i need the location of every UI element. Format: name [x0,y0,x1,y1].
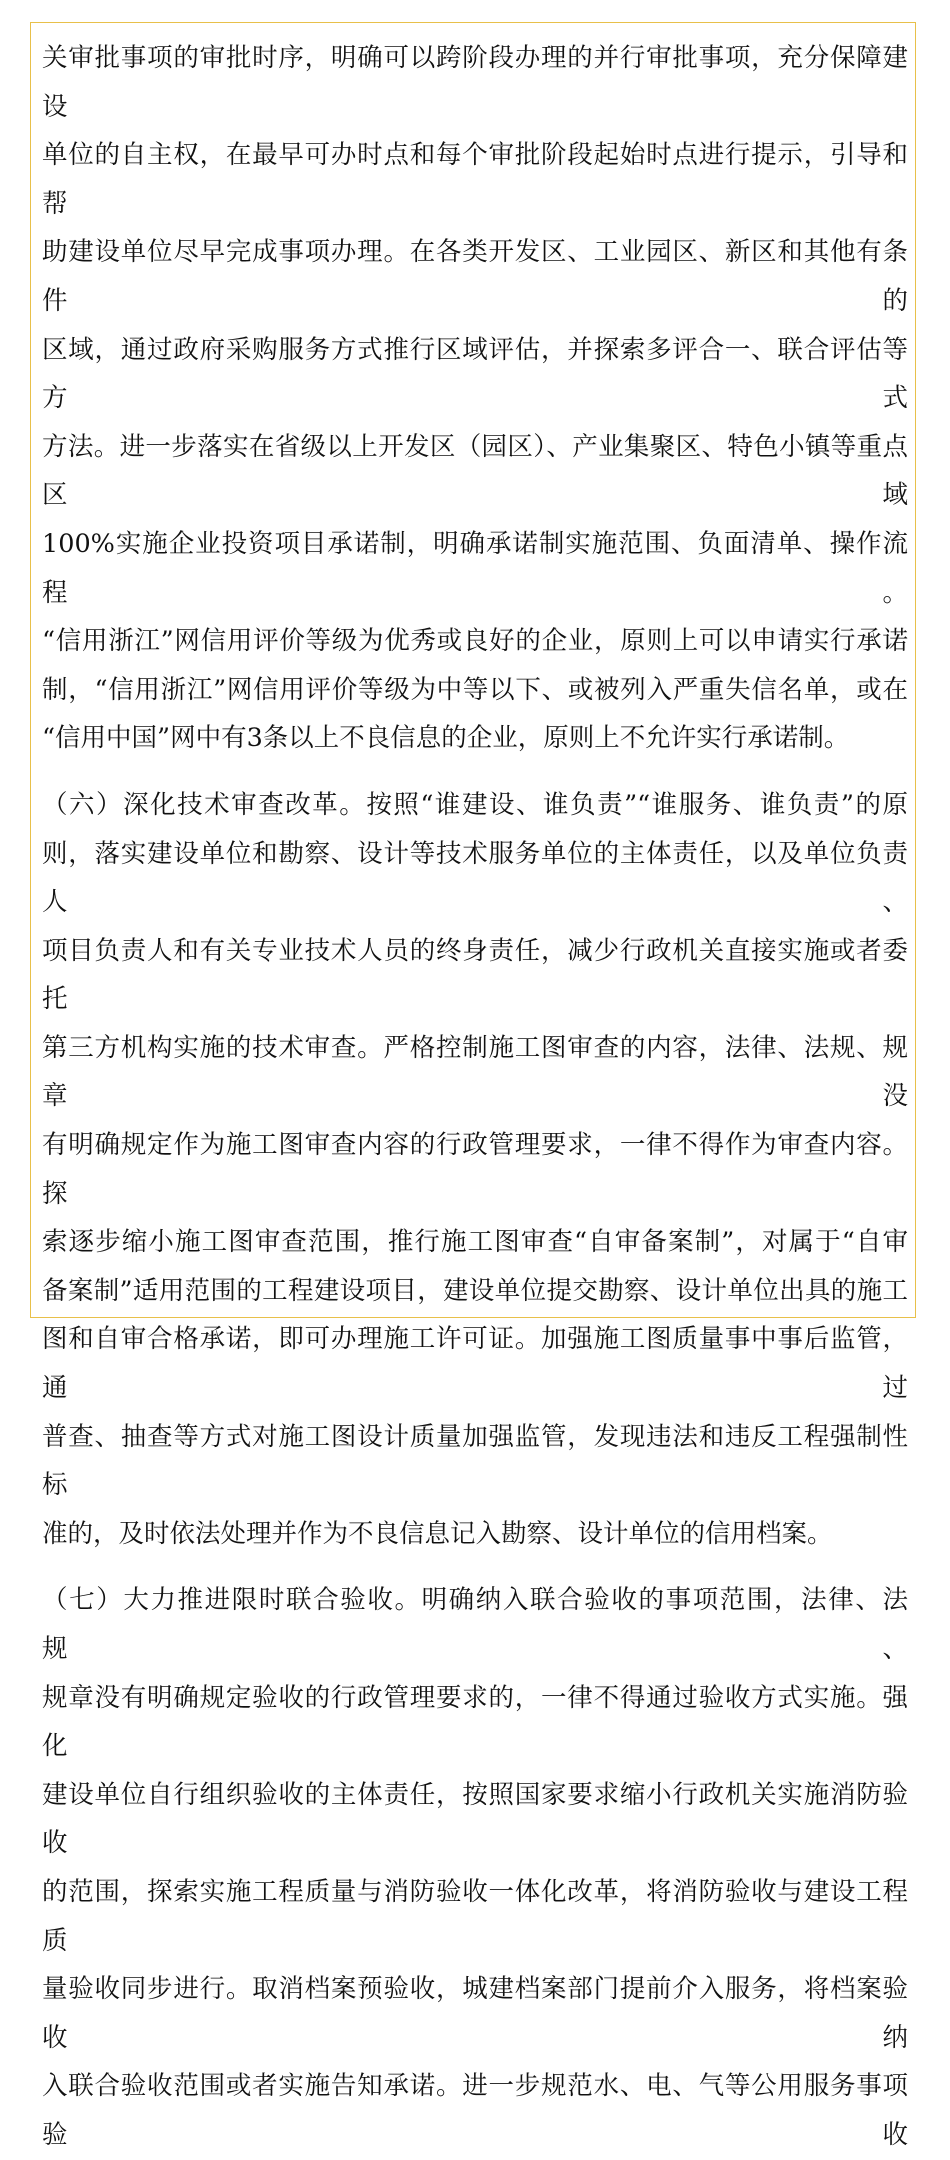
document-body [42,34,908,2160]
text-line: 区域，通过政府采购服务方式推行区域评估，并探索多评合一、联合评估等方式 [42,334,908,414]
text-line: 普查、抽查等方式对施工图设计质量加强监管，发现违法和违反工程强制性标 [42,1421,908,1501]
text-line: 图和自审合格承诺，即可办理施工许可证。加强施工图质量事中事后监管，通过 [42,1324,908,1404]
text-line: 单位的自主权，在最早可办时点和每个审批阶段起始时点进行提示，引导和帮 [42,140,908,219]
paragraph-2 [42,781,908,1559]
text-line: 则，落实建设单位和勘察、设计等技术服务单位的主体责任，以及单位负责人、 [42,838,908,918]
text-line: （六）深化技术审查改革。按照“谁建设、谁负责”“谁服务、谁负责”的原 [42,789,908,820]
text-line: 助建设单位尽早完成事项办理。在各类开发区、工业园区、新区和其他有条件的 [42,237,908,316]
text-line: 100%实施企业投资项目承诺制，明确承诺制实施范围、负面清单、操作流程。 [42,528,908,608]
text-line: 方法。进一步落实在省级以上开发区（园区）、产业集聚区、特色小镇等重点区域 [42,431,908,511]
text-line: 备案制”适用范围的工程建设项目，建设单位提交勘察、设计单位出具的施工 [42,1275,908,1306]
text-line: 第三方机构实施的技术审查。严格控制施工图审查的内容，法律、法规、规章没 [42,1032,908,1112]
paragraph-3 [42,1576,908,2159]
text-line: 有明确规定作为施工图审查内容的行政管理要求，一律不得作为审查内容。探 [42,1130,908,1209]
paragraph-1 [42,34,908,763]
text-line: 建设单位自行组织验收的主体责任，按照国家要求缩小行政机关实施消防验收 [42,1779,908,1859]
text-line: 项目负责人和有关专业技术人员的终身责任，减少行政机关直接实施或者委托 [42,935,908,1015]
text-line: 入联合验收范围或者实施告知承诺。进一步规范水、电、气等公用服务事项验收 [42,2071,908,2150]
text-line: 索逐步缩小施工图审查范围，推行施工图审查“自审备案制”，对属于“自审 [42,1227,908,1258]
text-line: 关审批事项的审批时序，明确可以跨阶段办理的并行审批事项，充分保障建设 [42,43,908,122]
text-line: “信用浙江”网信用评价等级为优秀或良好的企业，原则上可以申请实行承诺 [42,626,908,657]
text-line: “信用中国”网中有3条以上不良信息的企业，原则上不允许实行承诺制。 [42,723,850,754]
text-line: 规章没有明确规定验收的行政管理要求的，一律不得通过验收方式实施。强化 [42,1682,908,1762]
text-line: （七）大力推进限时联合验收。明确纳入联合验收的事项范围，法律、法规、 [42,1585,908,1664]
text-line: 制，“信用浙江”网信用评价等级为中等以下、或被列入严重失信名单，或在 [42,674,908,705]
text-line: 准的，及时依法处理并作为不良信息记入勘察、设计单位的信用档案。 [42,1518,833,1549]
text-line: 量验收同步进行。取消档案预验收，城建档案部门提前介入服务，将档案验收纳 [42,1974,908,2053]
text-line: 的范围，探索实施工程质量与消防验收一体化改革，将消防验收与建设工程质 [42,1876,908,1956]
